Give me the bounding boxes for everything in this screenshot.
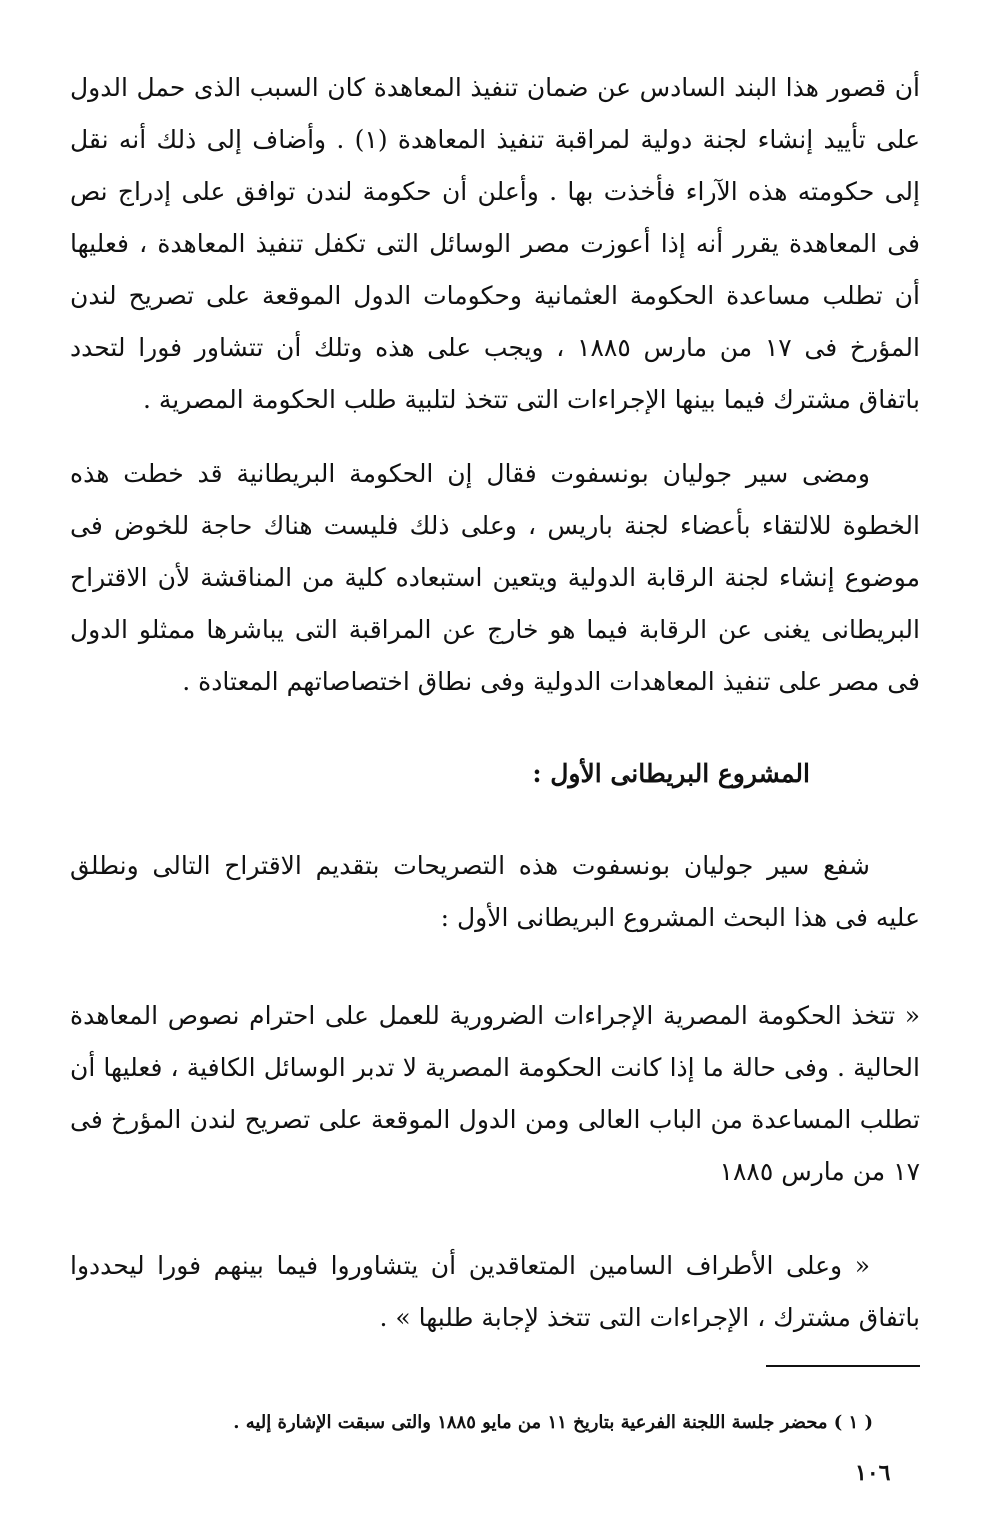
paragraph-3: شفع سير جوليان بونسفوت هذه التصريحات بتقديم الاقتراح التالى ونطلق عليه فى هذا البحث المشروع البريطانى الأول :	[70, 851, 920, 932]
footnote-divider	[766, 1365, 920, 1367]
section-heading: المشروع البريطانى الأول :	[532, 759, 810, 788]
paragraph-1: أن قصور هذا البند السادس عن ضمان تنفيذ المعاهدة كان السبب الذى حمل الدول على تأييد إنشاء لجنة دولية لمراقبة تنفيذ المعاهدة (١) . وأضاف إلى ذلك أنه نقل إلى حكومته هذه الآراء فأخذت بها . وأعلن أن حكومة لندن توافق على إدراج نص فى المعاهدة يقرر أنه إذا أعوزت مصر الوسائل التى تكفل تنفيذ المعاهدة ، فعليها أن تطلب مساعدة الحكومة العثمانية وحكومات الدول الموقعة على تصريح لندن المؤرخ فى ١٧ من مارس ١٨٨٥ ، ويجب على هذه وتلك أن تتشاور فورا لتحدد باتفاق مشترك فيما بينها الإجراءات التى تتخذ لتلبية طلب الحكومة المصرية .	[70, 73, 920, 414]
paragraph-2: ومضى سير جوليان بونسفوت فقال إن الحكومة البريطانية قد خطت هذه الخطوة للالتقاء بأعضاء لجنة باريس ، وعلى ذلك فليست هناك حاجة للخوض فى موضوع إنشاء لجنة الرقابة الدولية ويتعين استبعاده كلية من المناقشة لأن الاقتراح البريطانى يغنى عن الرقابة فيما هو خارج عن المراقبة التى يباشرها ممثلو الدول فى مصر على تنفيذ المعاهدات الدولية وفى نطاق اختصاصاتهم المعتادة .	[70, 459, 920, 696]
page-number: ١٠٦	[855, 1460, 891, 1486]
footnote: ( ١ ) محضر جلسة اللجنة الفرعية بتاريخ ١١ من مايو ١٨٨٥ والتى سبقت الإشارة إليه .	[233, 1412, 873, 1433]
page-body	[70, 62, 920, 1344]
quoted-paragraph-2: « وعلى الأطراف السامين المتعاقدين أن يتشاوروا فيما بينهم فورا ليحددوا باتفاق مشترك ، الإجراءات التى تتخذ لإجابة طلبها » .	[70, 1251, 920, 1332]
quoted-paragraph-1: « تتخذ الحكومة المصرية الإجراءات الضرورية للعمل على احترام نصوص المعاهدة الحالية . وفى حالة ما إذا كانت الحكومة المصرية لا تدبر الوسائل الكافية ، فعليها أن تطلب المساعدة من الباب العالى ومن الدول الموقعة على تصريح لندن المؤرخ فى ١٧ من مارس ١٨٨٥	[70, 1001, 920, 1186]
